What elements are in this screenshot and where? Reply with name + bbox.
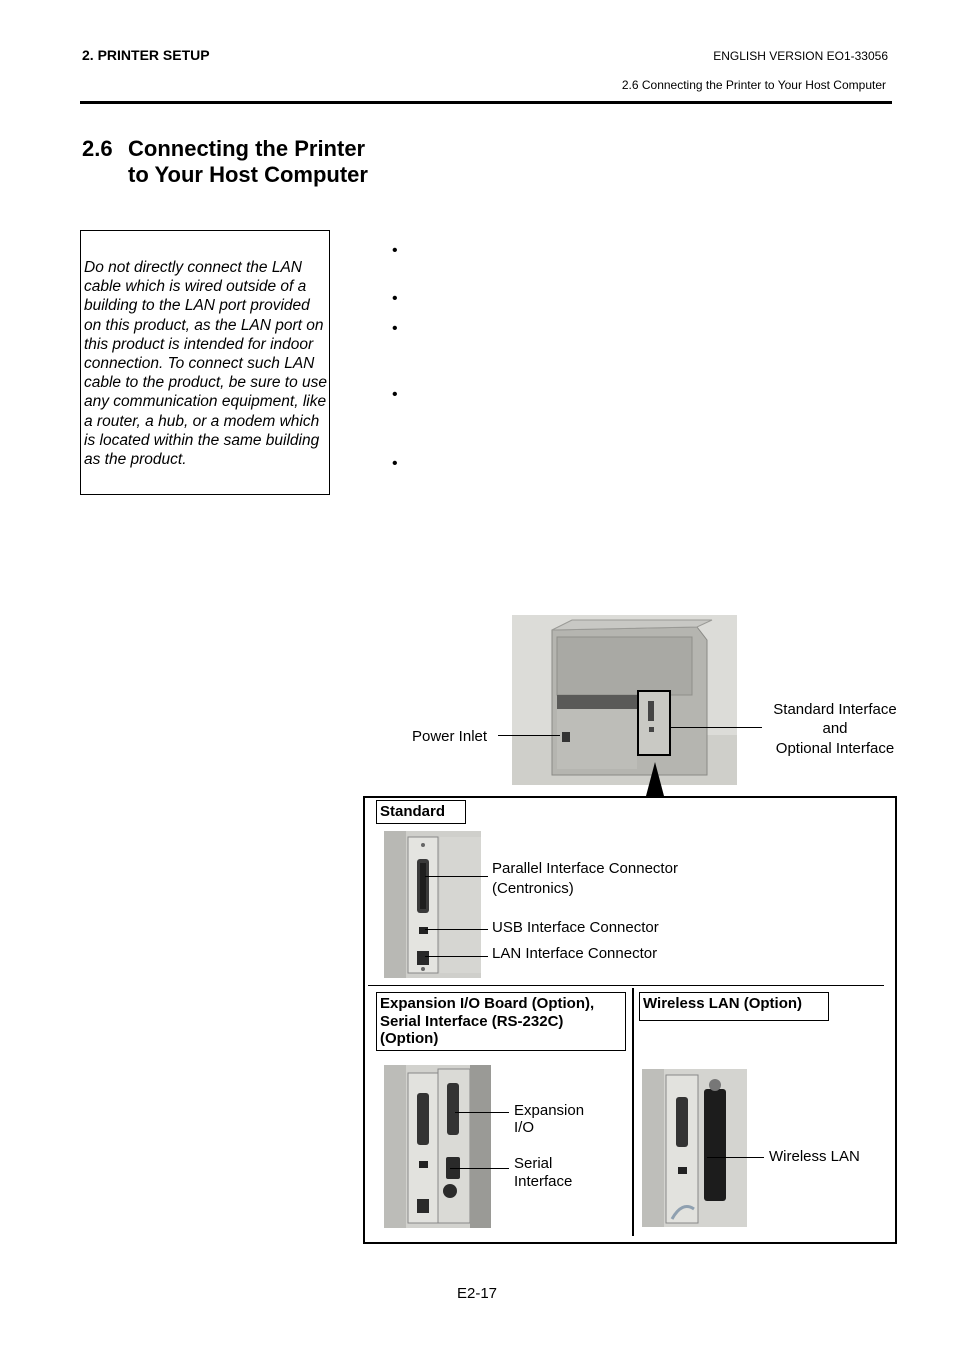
lan-connector-label: LAN Interface Connector: [492, 945, 658, 962]
expansion-label-line1: Expansion I/O Board (Option),: [380, 995, 595, 1012]
interface-leader: [670, 727, 762, 728]
section-title: Connecting the Printer to Your Host Computer: [128, 136, 368, 187]
usb-leader: [425, 929, 488, 930]
power-inlet-label: Power Inlet: [412, 728, 488, 745]
parallel-connector-label-line2: (Centronics): [492, 880, 574, 897]
serial-leader: [450, 1168, 509, 1169]
expansion-io-label-line2: I/O: [514, 1119, 535, 1136]
diagram-divider-vertical: [632, 988, 634, 1236]
expansion-interface-photo: [384, 1065, 491, 1228]
expansion-label: [376, 992, 626, 1051]
note-text: Do not directly connect the LAN cable which is wired outside of a building to the LAN port provided on this product, as the LAN port on this product is intended for indoor connection. To connect such LAN cable to the product, be sure to use any communication equipment, like a router, a hub, or a modem which is located within the same building as the product.: [84, 259, 327, 469]
page-number: E2-17: [456, 1285, 498, 1302]
expansion-label-line2: Serial Interface (RS-232C): [380, 1012, 564, 1030]
expansion-label-line3: (Option): [380, 1030, 439, 1047]
section-reference: 2.6 Connecting the Printer to Your Host Computer: [621, 78, 886, 92]
expansion-io-leader: [455, 1112, 509, 1113]
parallel-leader: [425, 876, 488, 877]
serial-interface-label-line2: Interface: [514, 1173, 573, 1190]
serial-interface-label-line1: Serial: [514, 1155, 553, 1172]
header-rule: [80, 101, 892, 104]
chapter-heading: 2. PRINTER SETUP: [82, 47, 210, 63]
wireless-lan-label: Wireless LAN: [769, 1148, 860, 1165]
interface-label-line3: Optional Interface: [775, 740, 895, 757]
printer-rear-photo: [512, 615, 737, 785]
bullet-marker: •: [392, 242, 398, 259]
standard-label: Standard: [376, 800, 466, 824]
bullet-marker: •: [392, 320, 398, 337]
power-inlet-leader: [498, 735, 560, 736]
section-number: 2.6: [82, 136, 113, 161]
diagram-divider-horizontal: [368, 985, 884, 986]
document-version: ENGLISH VERSION EO1-33056: [713, 49, 888, 63]
wireless-lan-photo: [642, 1069, 747, 1227]
interface-label-line2: and: [822, 720, 848, 737]
arrow-up-icon: [646, 762, 664, 798]
wireless-label: Wireless LAN (Option): [639, 992, 829, 1021]
interface-label-line1: Standard Interface: [773, 701, 897, 718]
lan-leader: [425, 956, 488, 957]
parallel-connector-label-line1: Parallel Interface Connector: [492, 860, 678, 877]
expansion-io-label-line1: Expansion: [514, 1102, 585, 1119]
usb-connector-label: USB Interface Connector: [492, 919, 659, 936]
bullet-marker: •: [392, 455, 398, 472]
bullet-marker: •: [392, 290, 398, 307]
bullet-marker: •: [392, 386, 398, 403]
wireless-leader: [707, 1157, 764, 1158]
